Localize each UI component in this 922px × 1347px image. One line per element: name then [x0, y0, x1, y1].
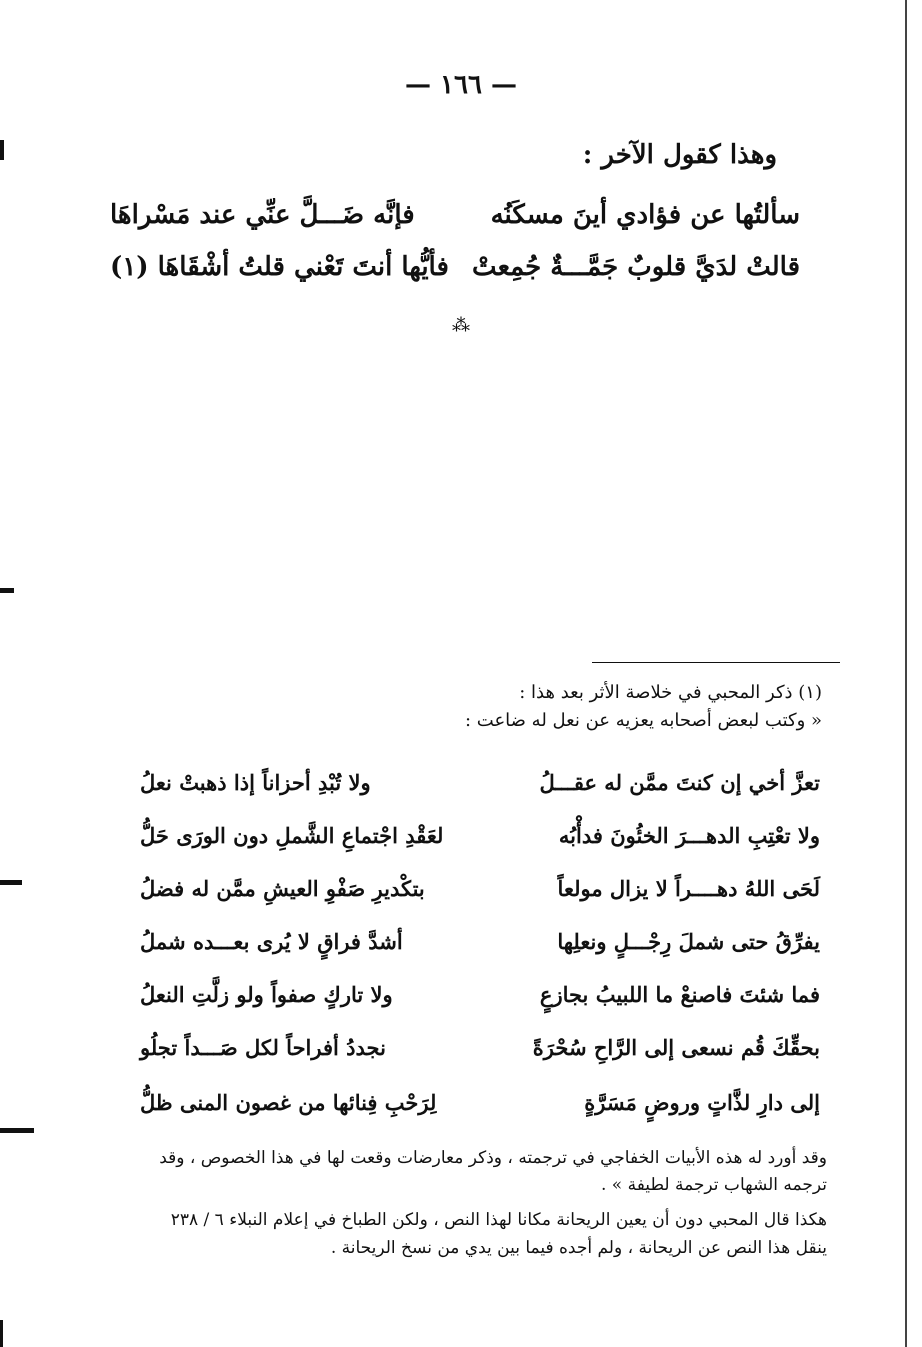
verse-right-hemistich: تعزَّ أخي إن كنتَ ممَّن له عقـــلُ	[539, 770, 820, 795]
verse-right-hemistich: سألتُها عن فؤادي أينَ مسكَنُه	[490, 200, 800, 230]
footnote-verse	[140, 1035, 820, 1071]
intro-line: وهذا كقول الآخر :	[582, 140, 777, 170]
verse-left-hemistich: نجددُ أفراحاً لكل صَـــداً تجلُو	[140, 1035, 386, 1060]
footnote-verse	[140, 823, 820, 859]
footnote-paragraph-line: ترجمه الشهاب ترجمة لطيفة » .	[600, 1175, 827, 1195]
footnote-paragraph-line: هكذا قال المحبي دون أن يعين الريحانة مكانا لهذا النص ، ولكن الطباخ في إعلام النبلاء ٦ / ٢٣٨	[170, 1210, 827, 1230]
verse-left-hemistich: بتكْديرِ صَفْوِ العيشِ ممَّن له فضلُ	[140, 876, 425, 901]
verse-left-hemistich: لعَقْدِ اجْتماعِ الشَّملِ دون الورَى حَلُّ	[140, 823, 444, 848]
page-number: — ١٦٦ —	[404, 70, 518, 100]
verse-right-hemistich: يفرِّقُ حتى شملَ رِجْـــلٍ ونعلِها	[557, 929, 820, 954]
section-separator: ⁂	[452, 315, 470, 336]
footnote-verse	[140, 876, 820, 912]
right-edge-mark	[905, 0, 907, 1347]
left-edge-mark	[0, 1128, 34, 1133]
footnote-verse	[140, 982, 820, 1018]
verse-right-hemistich: إلى دارِ لذَّاتٍ وروضٍ مَسَرَّةٍ	[584, 1090, 820, 1115]
verse-left-hemistich: فأيُّها أنتَ تَعْني قلتُ أشْقَاهَا (١)	[110, 252, 449, 282]
verse-right-hemistich: لَحَى اللهُ دهــــراً لا يزال مولعاً	[557, 876, 820, 901]
verse-line	[110, 200, 800, 240]
left-edge-mark	[0, 588, 14, 593]
footnote-verse	[140, 929, 820, 965]
footnote-line: (١) ذكر المحبي في خلاصة الأثر بعد هذا :	[519, 682, 822, 703]
left-edge-mark	[0, 880, 22, 885]
left-edge-mark	[0, 140, 4, 160]
footnote-verse	[140, 770, 820, 806]
footnote-verse	[140, 1090, 820, 1126]
verse-right-hemistich: قالتْ لدَيَّ قلوبٌ جَمَّـــةٌ جُمِعتْ	[472, 252, 800, 282]
verse-left-hemistich: ولا تُبْدِ أحزاناً إذا ذهبتْ نعلُ	[140, 770, 371, 795]
verse-right-hemistich: فما شئتَ فاصنعْ ما اللبيبُ بجازعٍ	[539, 982, 820, 1007]
verse-right-hemistich: بحقِّكَ قُم نسعى إلى الرَّاحِ سُحْرَةً	[532, 1035, 820, 1060]
footnote-rule	[592, 662, 840, 663]
verse-left-hemistich: فإنَّه ضَـــلَّ عنِّي عند مَسْراهَا	[110, 200, 415, 230]
footnote-paragraph-line: ينقل هذا النص عن الريحانة ، ولم أجده فيما بين يدي من نسخ الريحانة .	[330, 1238, 827, 1258]
footnote-paragraph-line: وقد أورد له هذه الأبيات الخفاجي في ترجمته ، وذكر معارضات وقعت لها في هذا الخصوص ، وقد	[159, 1148, 827, 1168]
footnote-line: « وكتب لبعض أصحابه يعزيه عن نعل له ضاعت :	[464, 710, 822, 731]
verse-left-hemistich: لِرَحْبِ فِنائها من غصون المنى ظلُّ	[140, 1090, 437, 1115]
verse-line	[110, 252, 800, 292]
left-edge-mark	[0, 1320, 3, 1347]
verse-left-hemistich: ولا تاركٍ صفواً ولو زلَّتِ النعلُ	[140, 982, 393, 1007]
verse-right-hemistich: ولا تعْتِبِ الدهـــرَ الخئُونَ فدأْبُه	[558, 823, 820, 848]
verse-left-hemistich: أشدَّ فراقٍ لا يُرى بعـــده شملُ	[140, 929, 403, 954]
